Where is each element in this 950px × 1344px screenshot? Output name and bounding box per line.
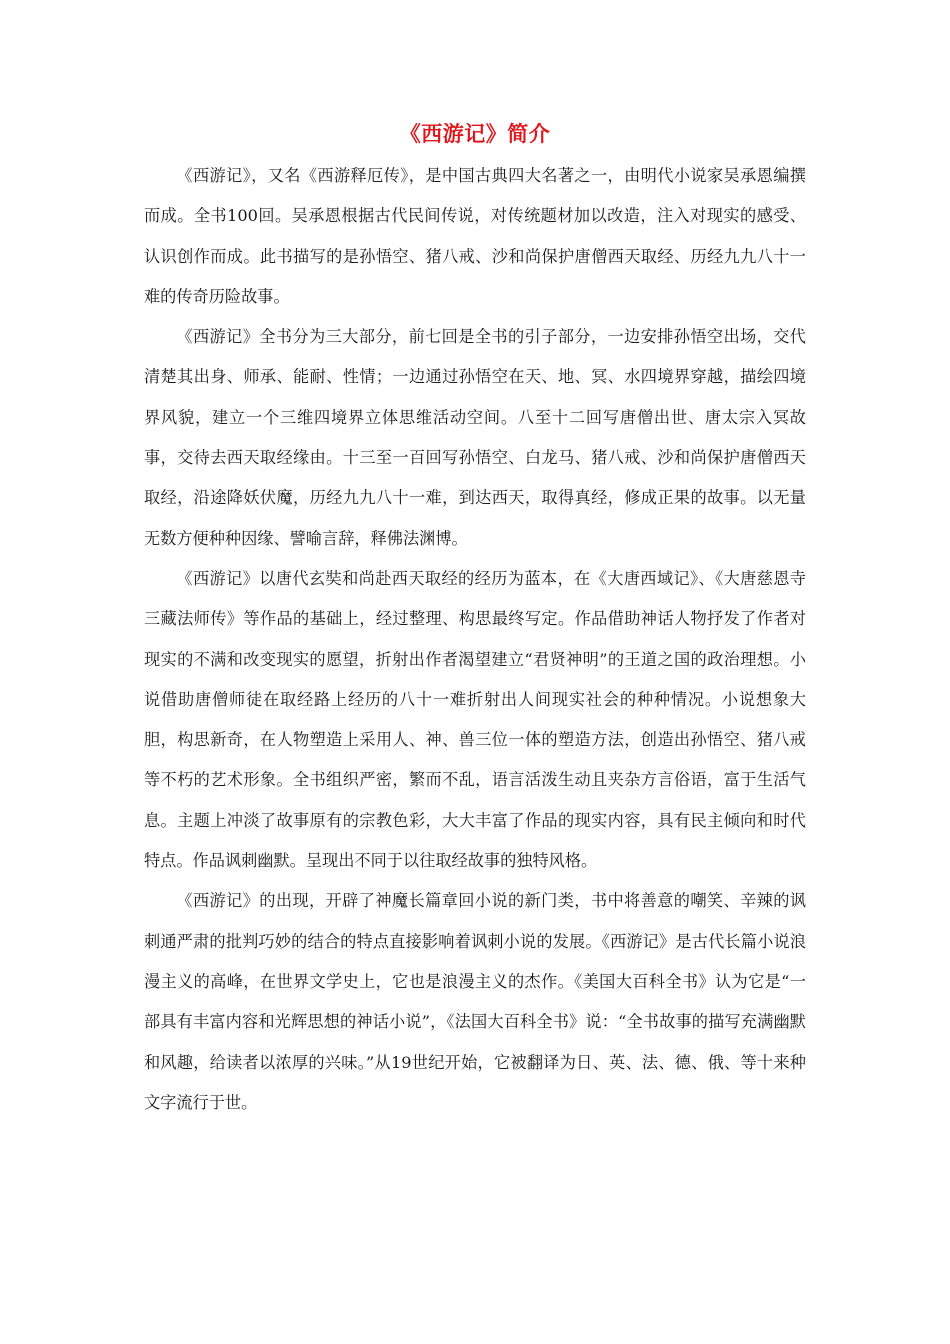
paragraph-1: 《西游记》，又名《西游释厄传》，是中国古典四大名著之一，由明代小说家吴承恩编撰而成。全书100回。吴承恩根据古代民间传说，对传统题材加以改造，注入对现实的感受、认识创作而成。此书描写的是孙悟空、猪八戒、沙和尚保护唐僧西天取经、历经九九八十一难的传奇历险故事。: [144, 166, 806, 306]
document-page: [144, 118, 806, 1123]
paragraph-2: 《西游记》全书分为三大部分，前七回是全书的引子部分，一边安排孙悟空出场，交代清楚其出身、师承、能耐、性情；一边通过孙悟空在天、地、冥、水四境界穿越，描绘四境界风貌，建立一个三维四境界立体思维活动空间。八至十二回写唐僧出世、唐太宗入冥故事，交待去西天取经缘由。十三至一百回写孙悟空、白龙马、猪八戒、沙和尚保护唐僧西天取经，沿途降妖伏魔，历经九九八十一难，到达西天，取得真经，修成正果的故事。以无量无数方便种种因缘、譬喻言辞，释佛法渊博。: [144, 327, 806, 548]
document-title: 《西游记》简介: [399, 121, 551, 146]
paragraph-4: 《西游记》的出现，开辟了神魔长篇章回小说的新门类，书中将善意的嘲笑、辛辣的讽刺通严肃的批判巧妙的结合的特点直接影响着讽刺小说的发展。《西游记》是古代长篇小说浪漫主义的高峰，在世界文学史上，它也是浪漫主义的杰作。《美国大百科全书》认为它是“一部具有丰富内容和光辉思想的神话小说”，《法国大百科全书》说：“全书故事的描写充满幽默和风趣，给读者以浓厚的兴味。”从19世纪开始，它被翻译为日、英、法、德、俄、等十来种文字流行于世。: [144, 891, 806, 1112]
paragraph-3: 《西游记》以唐代玄奘和尚赴西天取经的经历为蓝本，在《大唐西域记》、《大唐慈恩寺三藏法师传》等作品的基础上，经过整理、构思最终写定。作品借助神话人物抒发了作者对现实的不满和改变现实的愿望，折射出作者渴望建立“君贤神明”的王道之国的政治理想。小说借助唐僧师徒在取经路上经历的八十一难折射出人间现实社会的种种情况。小说想象大胆，构思新奇，在人物塑造上采用人、神、兽三位一体的塑造方法，创造出孙悟空、猪八戒等不朽的艺术形象。全书组织严密，繁而不乱，语言活泼生动且夹杂方言俗语，富于生活气息。主题上冲淡了故事原有的宗教色彩，大大丰富了作品的现实内容，具有民主倾向和时代特点。作品讽刺幽默。呈现出不同于以往取经故事的独特风格。: [144, 568, 806, 871]
